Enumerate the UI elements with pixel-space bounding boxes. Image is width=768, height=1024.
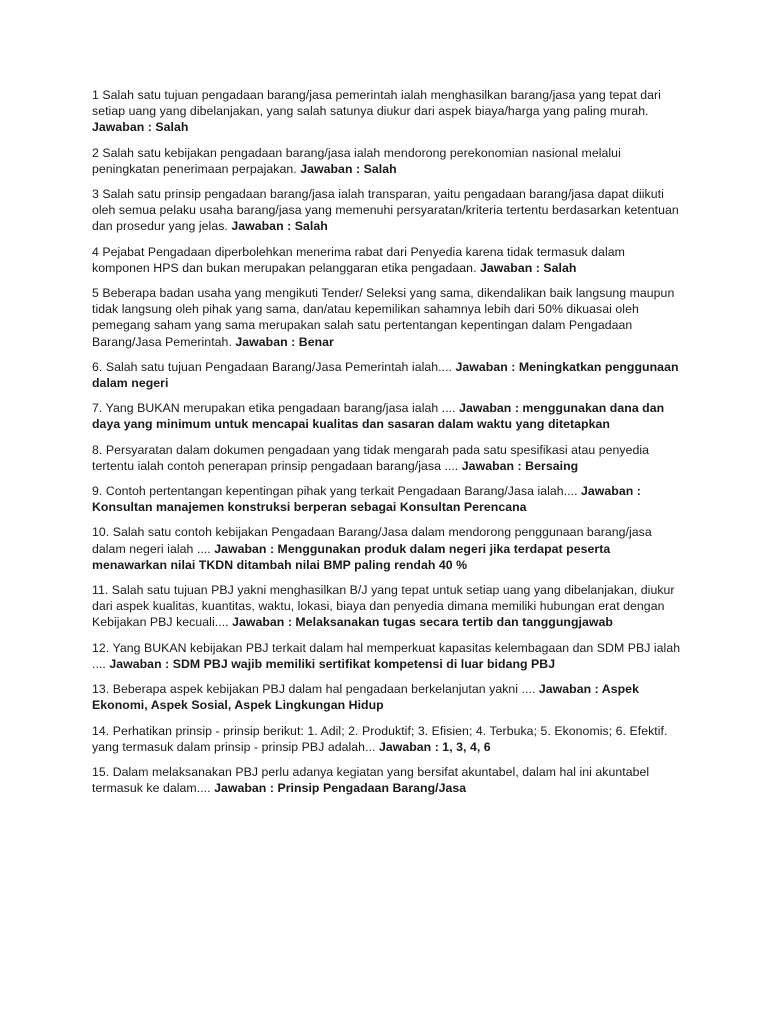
- answer-text: Jawaban : Menggunakan produk dalam negeri jika terdapat peserta menawarkan nilai TKDN ditambah nilai BMP paling rendah 40 %: [92, 541, 611, 572]
- question-5: [92, 285, 682, 350]
- question-text: 4 Pejabat Pengadaan diperbolehkan menerima rabat dari Penyedia karena tidak termasuk dalam komponen HPS dan bukan merupakan pelanggaran etika pengadaan.: [92, 244, 625, 275]
- question-text: 7. Yang BUKAN merupakan etika pengadaan barang/jasa ialah ....: [92, 401, 460, 416]
- question-text: 8. Persyaratan dalam dokumen pengadaan yang tidak mengarah pada satu spesifikasi atau penyedia tertentu ialah contoh penerapan prinsip pengadaan barang/jasa ....: [92, 442, 650, 473]
- question-2: [92, 145, 682, 177]
- answer-text: Jawaban : Salah: [480, 260, 577, 275]
- question-9: [92, 483, 682, 515]
- answer-text: Jawaban : Konsultan manajemen konstruksi berperan sebagai Konsultan Perencana: [92, 484, 641, 515]
- question-10: [92, 524, 682, 573]
- question-3: [92, 186, 682, 235]
- question-15: [92, 764, 682, 796]
- question-text: 14. Perhatikan prinsip - prinsip berikut: 1. Adil; 2. Produktif; 3. Efisien; 4. Terbuka; 5. Ekonomis; 6. Efektif. yang termasuk dalam prinsip - prinsip PBJ adalah...: [92, 723, 668, 754]
- answer-text: Jawaban : Meningkatkan penggunaan dalam negeri: [92, 359, 679, 391]
- answer-text: Jawaban : Melaksanakan tugas secara tertib dan tanggungjawab: [232, 615, 613, 630]
- question-text: 9. Contoh pertentangan kepentingan pihak yang terkait Pengadaan Barang/Jasa ialah....: [92, 484, 582, 499]
- question-1: [92, 87, 682, 136]
- document-page: [92, 87, 682, 805]
- answer-text: Jawaban : menggunakan dana dan daya yang minimum untuk mencapai kualitas dan sasaran dalam waktu yang ditetapkan: [92, 401, 665, 432]
- question-text: 1 Salah satu tujuan pengadaan barang/jasa pemerintah ialah menghasilkan barang/jasa yang tepat dari setiap uang yang dibelanjakan, yang salah satunya diukur dari aspek biaya/harga yang paling murah.: [92, 88, 661, 119]
- question-8: [92, 442, 682, 474]
- question-text: 11. Salah satu tujuan PBJ yakni menghasilkan B/J yang tepat untuk setiap uang yang dibelanjakan, diukur dari aspek kualitas, kuantitas, waktu, lokasi, biaya dan penyedia dimana memiliki hubungan erat dengan Kebijakan PBJ kecuali....: [92, 583, 675, 630]
- question-text: 3 Salah satu prinsip pengadaan barang/jasa ialah transparan, yaitu pengadaan barang/jasa dapat diikuti oleh semua pelaku usaha barang/jasa yang memenuhi persyaratan/kriteria tertentu berdasarkan ketentuan dan prosedur yang jelas.: [92, 187, 679, 234]
- question-text: 2 Salah satu kebijakan pengadaan barang/jasa ialah mendorong perekonomian nasional melalui peningkatan penerimaan perpajakan.: [92, 145, 621, 176]
- answer-text: Jawaban : SDM PBJ wajib memiliki sertifikat kompetensi di luar bidang PBJ: [109, 656, 556, 671]
- question-text: 5 Beberapa badan usaha yang mengikuti Tender/ Seleksi yang sama, dikendalikan baik langsung maupun tidak langsung oleh pihak yang sama, dan/atau kepemilikan sahamnya lebih dari 50% dikuasai oleh pemegang saham yang sama merupakan salah satu pertentangan kepentingan dalam Pengadaan Barang/Jasa Pemerintah.: [92, 286, 675, 349]
- question-11: [92, 582, 682, 631]
- answer-text: Jawaban : Salah: [300, 161, 397, 176]
- question-14: [92, 723, 682, 755]
- question-4: [92, 244, 682, 276]
- answer-text: Jawaban : Salah: [231, 219, 328, 234]
- answer-text: Jawaban : Bersaing: [461, 458, 579, 473]
- question-text: 15. Dalam melaksanakan PBJ perlu adanya kegiatan yang bersifat akuntabel, dalam hal ini akuntabel termasuk ke dalam....: [92, 764, 650, 796]
- question-text: 13. Beberapa aspek kebijakan PBJ dalam hal pengadaan berkelanjutan yakni ....: [92, 682, 539, 697]
- question-7: [92, 400, 682, 432]
- question-13: [92, 681, 682, 713]
- answer-text: Jawaban : Prinsip Pengadaan Barang/Jasa: [214, 781, 467, 796]
- question-text: 12. Yang BUKAN kebijakan PBJ terkait dalam hal memperkuat kapasitas kelembagaan dan SDM PBJ ialah ....: [92, 640, 681, 671]
- answer-text: Jawaban : 1, 3, 4, 6: [378, 739, 491, 754]
- answer-text: Jawaban : Salah: [92, 120, 189, 135]
- question-6: [92, 359, 682, 391]
- answer-text: Jawaban : Aspek Ekonomi, Aspek Sosial, Aspek Lingkungan Hidup: [92, 682, 639, 713]
- answer-text: Jawaban : Benar: [235, 334, 334, 349]
- question-text: 6. Salah satu tujuan Pengadaan Barang/Jasa Pemerintah ialah....: [92, 359, 456, 374]
- question-12: [92, 640, 682, 672]
- question-text: 10. Salah satu contoh kebijakan Pengadaan Barang/Jasa dalam mendorong penggunaan barang/jasa dalam negeri ialah ....: [92, 525, 652, 556]
